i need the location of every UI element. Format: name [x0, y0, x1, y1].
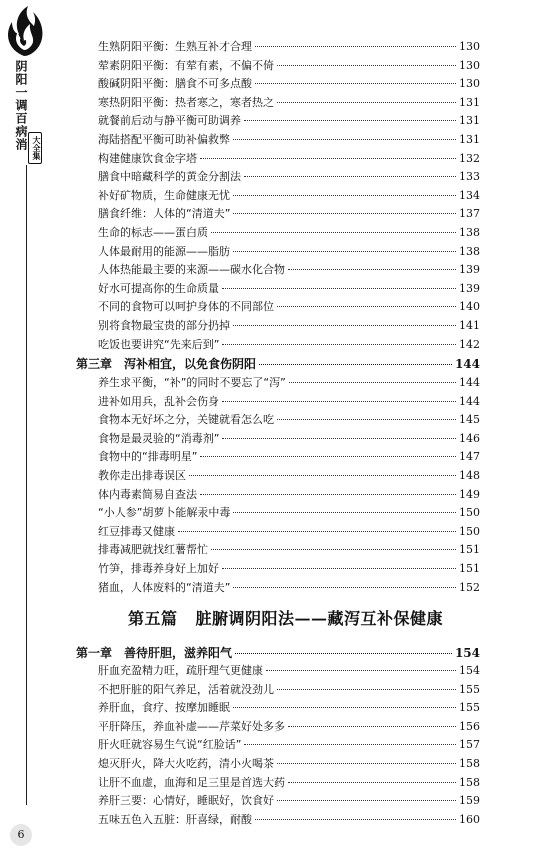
dot-leader: [222, 344, 456, 345]
toc-entry: [98, 151, 480, 167]
toc-entry-title: 肝火旺就容易生气说“红脸话”: [98, 738, 242, 752]
toc-entry: [98, 412, 480, 428]
toc-entry-title: 熄灭肝火，降大火吃药，清小火喝茶: [98, 757, 274, 770]
toc-entry-page: 155: [459, 682, 480, 696]
left-margin-decoration: [0, 0, 48, 862]
dot-leader: [255, 819, 456, 820]
toc-entry-title: 五味五色入五脏：肝喜绿，耐酸: [98, 812, 252, 826]
toc-entry: [98, 663, 480, 679]
page-number: 6: [10, 824, 32, 846]
toc-entry: [98, 505, 480, 521]
toc-entry-page: 138: [459, 226, 480, 239]
toc-entry-page: 142: [459, 337, 480, 351]
toc-entry-page: 155: [459, 701, 480, 715]
toc-entry-title: 补好矿物质，生命健康无忧: [98, 188, 230, 202]
toc-entry-page: 152: [459, 580, 480, 594]
dot-leader: [200, 158, 456, 159]
dot-leader: [266, 670, 456, 671]
toc-entry-title: 养肝血，食疗、按摩加睡眠: [98, 701, 230, 715]
dot-leader: [233, 251, 456, 252]
toc-entry-page: 157: [459, 738, 480, 752]
dot-leader: [233, 587, 456, 588]
toc-entry-page: 144: [454, 357, 480, 371]
toc-entry-title: 好水可提高你的生命质量: [98, 281, 219, 295]
toc-entry-title: 海陆搭配平衡可助补偏救弊: [98, 133, 230, 146]
dot-leader: [277, 689, 456, 690]
book-series-seal: 大全集: [28, 132, 42, 164]
dot-leader: [277, 65, 456, 66]
toc-entry: [98, 188, 480, 204]
toc-entry-page: 144: [459, 376, 480, 389]
toc-entry-page: 139: [459, 263, 480, 277]
toc-entry-page: 154: [454, 646, 480, 660]
toc-entry-page: 131: [459, 133, 480, 146]
toc-entry-page: 159: [459, 794, 480, 808]
dot-leader: [233, 213, 456, 214]
toc-entry: [98, 394, 480, 410]
toc-entry-page: 138: [459, 244, 480, 258]
toc-entry-title: 猪血，人体废料的“清道夫”: [98, 580, 231, 594]
toc-entry-title: 寒热阴阳平衡：热者寒之，寒者热之: [98, 95, 274, 109]
toc-entry: [98, 337, 480, 353]
toc-entry-title: 酸碱阴阳平衡：膳食不可多点酸: [98, 77, 252, 91]
toc-entry-page: 151: [459, 562, 480, 575]
toc-entry-title: 食物本无好坏之分，关键就看怎么吃: [98, 413, 274, 427]
toc-entry-title: 第一章 善待肝胆，滋养阳气: [76, 646, 233, 660]
toc-entry-page: 148: [459, 469, 480, 482]
toc-entry: [98, 95, 480, 111]
toc-entry-title: 别将食物最宝贵的部分扔掉: [98, 319, 230, 332]
toc-entry-page: 132: [459, 151, 480, 165]
toc-entry-title: 食物中的“排毒明星”: [98, 450, 198, 464]
toc-entry-title: 进补如用兵，乱补会伤身: [98, 394, 219, 408]
toc-entry-title: 养生求平衡，“补”的同时不要忘了“泻”: [98, 376, 286, 389]
dot-leader: [244, 744, 456, 745]
toc-entry-title: 食物是最灵验的“消毒剂”: [98, 431, 220, 445]
toc-entry: [98, 431, 480, 447]
toc-entry-title: 不同的食物可以呵护身体的不同部位: [98, 300, 274, 314]
part-label: 第五篇: [128, 609, 178, 628]
toc-entry-page: 130: [459, 40, 480, 53]
dot-leader: [233, 195, 456, 196]
toc-entry-page: 158: [459, 775, 480, 789]
part-title: 脏腑调阴阳法——藏泻互补保健康: [195, 609, 444, 628]
toc-entry-title: 荤素阴阳平衡：有荤有素，不偏不倚: [98, 58, 274, 72]
dot-leader: [277, 800, 456, 801]
toc-entry-title: 生熟阴阳平衡：生熟互补才合理: [98, 40, 252, 53]
toc-entry-title: 不把肝脏的阳气养足，活着就没劲儿: [98, 682, 274, 696]
toc-entry-title: 养肝三要：心情好，睡眠好，饮食好: [98, 794, 274, 808]
toc-entry: [98, 225, 480, 241]
toc-chapter-entry: [76, 645, 480, 661]
toc-entry-page: 140: [459, 300, 480, 314]
toc-entry-title: 竹笋，排毒养身好上加好: [98, 562, 219, 575]
toc-entry-page: 130: [459, 77, 480, 91]
toc-entry: [98, 812, 480, 828]
toc-entry-page: 141: [459, 319, 480, 332]
toc-entry: [98, 76, 480, 92]
toc-entry: [98, 561, 480, 577]
dot-leader: [244, 120, 456, 121]
toc-entry-page: 134: [459, 188, 480, 202]
dot-leader: [200, 494, 456, 495]
dot-leader: [288, 269, 456, 270]
toc-entry-page: 158: [459, 757, 480, 770]
dot-leader: [222, 288, 456, 289]
toc-entry: [98, 262, 480, 278]
toc-entry: [98, 737, 480, 753]
toc-entry-title: 人体最耐用的能源——脂肪: [98, 244, 230, 258]
toc-entry: [98, 206, 480, 222]
dot-leader: [255, 83, 456, 84]
toc-entry-title: 平肝降压，养血补虚——芹菜好处多多: [98, 719, 285, 733]
toc-entry: [98, 318, 480, 334]
toc-entry-page: 150: [459, 506, 480, 520]
toc-entry: [98, 58, 480, 74]
toc-entry: [98, 793, 480, 809]
toc-entry-title: “小人参”胡萝卜能解汞中毒: [98, 506, 231, 520]
toc-entry: [98, 244, 480, 260]
dot-leader: [189, 475, 456, 476]
toc-entry-title: 吃饭也要讲究“先来后到”: [98, 337, 220, 351]
dot-leader: [222, 401, 456, 402]
toc-entry: [98, 375, 480, 391]
dot-leader: [244, 176, 456, 177]
toc-entry-page: 145: [459, 413, 480, 427]
toc-entry-title: 生命的标志——蛋白质: [98, 226, 208, 239]
toc-entry-title: 构建健康饮食金字塔: [98, 151, 197, 165]
toc-entry: [98, 169, 480, 185]
dot-leader: [211, 549, 456, 550]
toc-entry-page: 133: [459, 170, 480, 184]
toc-entry: [98, 756, 480, 772]
toc-entry: [98, 281, 480, 297]
toc-entry: [98, 719, 480, 735]
toc-entry-title: 排毒减肥就找红薯帮忙: [98, 543, 208, 557]
toc-entry-title: 膳食纤维：人体的“清道夫”: [98, 207, 231, 221]
toc-entry-page: 156: [459, 719, 480, 733]
toc-entry-title: 红豆排毒又健康: [98, 524, 175, 538]
toc-entry-page: 147: [459, 450, 480, 464]
toc-entry: [98, 487, 480, 503]
dot-leader: [255, 46, 456, 47]
toc-entry-page: 131: [459, 114, 480, 128]
dot-leader: [233, 707, 456, 708]
toc-entry-page: 151: [459, 543, 480, 557]
dot-leader: [277, 102, 456, 103]
toc-entry-page: 139: [459, 281, 480, 295]
dot-leader: [288, 782, 456, 783]
dot-leader: [277, 306, 456, 307]
toc-entry-page: 144: [459, 394, 480, 408]
dot-leader: [222, 568, 456, 569]
dot-leader: [235, 653, 452, 654]
dot-leader: [259, 364, 452, 365]
toc-entry-page: 149: [459, 487, 480, 501]
toc-entry: [98, 39, 480, 55]
toc-entry: [98, 299, 480, 315]
toc-entry: [98, 775, 480, 791]
flame-logo-icon: [2, 4, 46, 58]
toc-entry-page: 146: [459, 431, 480, 445]
dot-leader: [288, 726, 456, 727]
dot-leader: [233, 512, 456, 513]
dot-leader: [233, 139, 456, 140]
part-heading: [128, 608, 468, 630]
margin-rule: [26, 165, 27, 805]
toc-entry-title: 就餐前后动与静平衡可助调养: [98, 114, 241, 128]
toc-entry-title: 肝血充盈精力旺，疏肝理气更健康: [98, 664, 263, 677]
toc-entry-page: 150: [459, 524, 480, 538]
book-title-vertical: 阴阳一调百病消: [14, 60, 28, 151]
dot-leader: [277, 763, 456, 764]
dot-leader: [277, 419, 456, 420]
toc-entry-title: 第三章 泻补相宜，以免食伤阴阳: [76, 357, 257, 371]
toc-entry: [98, 113, 480, 129]
toc-entry-page: 130: [459, 58, 480, 72]
dot-leader: [233, 325, 456, 326]
toc-entry: [98, 449, 480, 465]
toc-entry: [98, 524, 480, 540]
dot-leader: [178, 531, 456, 532]
toc-entry-page: 154: [459, 664, 480, 677]
toc-entry-title: 教你走出排毒误区: [98, 469, 186, 482]
dot-leader: [222, 438, 456, 439]
toc-entry: [98, 132, 480, 148]
toc-entry-page: 131: [459, 95, 480, 109]
toc-entry-page: 160: [459, 812, 480, 826]
toc-entry-page: 137: [459, 207, 480, 221]
toc-entry: [98, 580, 480, 596]
toc-entry-title: 体内毒素简易自查法: [98, 487, 197, 501]
toc-entry-title: 人体热能最主要的来源——碳水化合物: [98, 263, 285, 277]
toc-chapter-entry: [76, 356, 480, 372]
toc-entry: [98, 700, 480, 716]
dot-leader: [200, 456, 456, 457]
toc-entry-title: 膳食中暗藏科学的黄金分割法: [98, 170, 241, 184]
toc-entry: [98, 682, 480, 698]
toc-entry-title: 让肝不血虚，血海和足三里是首选大药: [98, 775, 285, 789]
toc-entry: [98, 542, 480, 558]
dot-leader: [211, 232, 456, 233]
toc-entry: [98, 468, 480, 484]
dot-leader: [289, 382, 456, 383]
